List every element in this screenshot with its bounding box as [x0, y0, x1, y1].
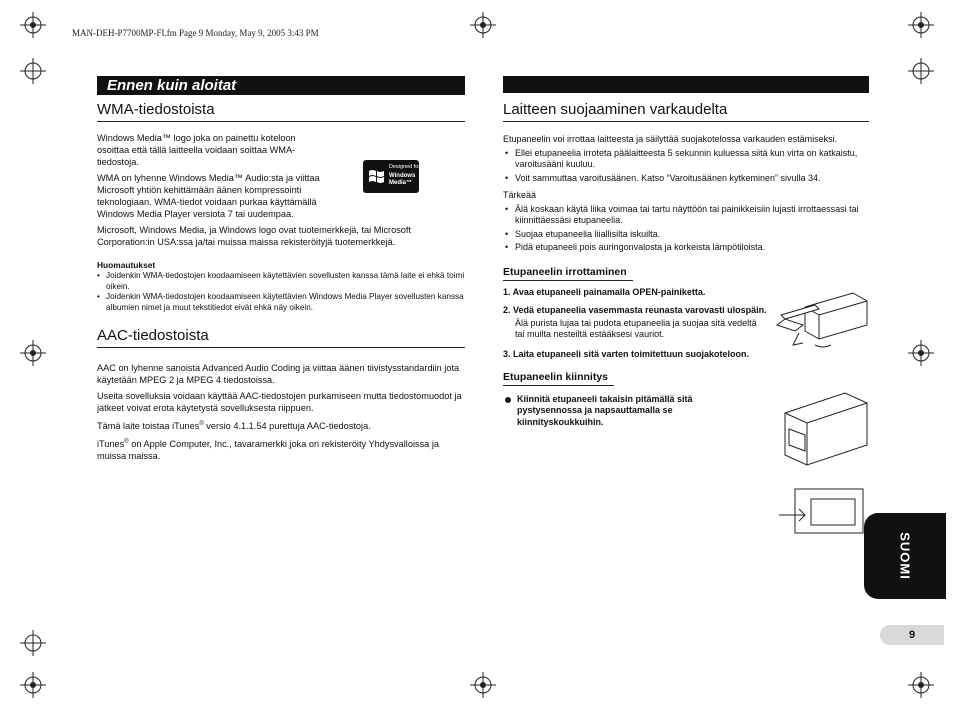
wma-paragraph-1: Windows Media™ logo joka on painettu koteloon osoittaa että tällä laitteella voidaan soittaa WMA-tiedostoja. [97, 133, 296, 167]
aac-heading: AAC-tiedostoista [97, 327, 465, 348]
registration-mark-icon [20, 672, 46, 698]
windows-media-logo [363, 160, 419, 193]
registration-mark-icon [20, 340, 46, 366]
registration-mark-icon [908, 12, 934, 38]
file-header-line: MAN-DEH-P7700MP-FI.fm Page 9 Monday, May 9, 2005 3:43 PM [72, 28, 319, 38]
language-label: SUOMI [897, 532, 913, 580]
list-item: • Ellei etupaneelia irroteta päälaitteesta 5 sekunnin kuluessa siitä kun virta on katkaistu, varoitusääni kuuluu. [503, 148, 869, 171]
logo-line-2: Windows [389, 173, 416, 179]
wma-paragraph-2: WMA on lyhenne Windows Media™ Audio:sta ja viittaa Microsoft yhtiön kehittämään äänen kompressointi teknologiaan. WMA-tiedot voidaan purkaa käyttämällä Windows Media Player versiota 7 tai uudempaa. [97, 173, 320, 219]
registration-mark-icon [908, 58, 934, 84]
notes-list [97, 271, 465, 313]
page-number: 9 [880, 625, 944, 645]
registration-mark-icon [20, 58, 46, 84]
important-title: Tärkeää [503, 190, 537, 200]
aac-paragraph-4: iTunes® on Apple Computer, Inc., tavaramerkki joka on rekisteröity Yhdysvalloissa ja muissa maissa. [97, 439, 439, 462]
logo-line-3: Media™ [389, 180, 413, 186]
list-item: • Älä koskaan käytä liika voimaa tai tartu näyttöön tai painikkeisiin lujasti irrottaessasi tai kiinnittäessäsi etupaneelia. [503, 204, 869, 227]
list-item: • Joidenkin WMA-tiedostojen koodaamiseen käytettävien sovellusten kanssa tämä laite ei ehkä toimi oikein. [97, 271, 465, 292]
wma-paragraph-3: Microsoft, Windows Media, ja Windows logo ovat tuotemerkkejä, tai Microsoft Corporation:in USA:ssa ja/tai muissa maissa rekisteröityjä tuotemerkkejä. [97, 225, 412, 247]
registration-mark-icon [470, 672, 496, 698]
logo-line-1: Designed for [389, 164, 421, 170]
registration-mark-icon [20, 12, 46, 38]
front-panel-illustration [775, 285, 869, 535]
language-side-tab [864, 513, 946, 599]
aac-paragraph-2: Useita sovelluksia voidaan käyttää AAC-tiedostojen purkamiseen mutta tiedostomuodot ja jatkeet voivat erota käytetystä sovelluksesta riippuen. [97, 391, 462, 413]
registration-mark-icon [908, 340, 934, 366]
section-title-bar: Ennen kuin aloitat [97, 76, 465, 95]
registration-mark-icon [908, 672, 934, 698]
remove-step-2: 2. Vedä etupaneelia vasemmasta reunasta varovasti ulospäin. [503, 304, 767, 315]
list-item: • Pidä etupaneeli pois auringonvalosta ja korkeista lämpötiloista. [503, 242, 869, 254]
registration-mark-icon [20, 630, 46, 656]
aac-paragraph-3: Tämä laite toistaa iTunes® versio 4.1.1.54 purettuja AAC-tiedostoja. [97, 421, 371, 432]
registration-mark-icon [470, 12, 496, 38]
list-item: Kiinnitä etupaneeli takaisin pitämällä sitä pystysennossa ja napsauttamalla se kiinnityskoukkuihin. [503, 394, 743, 429]
attach-heading: Etupaneelin kiinnitys [503, 371, 614, 386]
section-bar [503, 76, 869, 93]
important-bullets [503, 204, 869, 254]
windows-flag-icon [368, 168, 385, 185]
wma-intro-block [97, 132, 465, 220]
remove-step-3: 3. Laita etupaneeli sitä varten toimitettuun suojakoteloon. [503, 348, 750, 359]
list-item: • Joidenkin WMA-tiedostojen koodaamiseen käytettävien Windows Media Player sovellusten kanssa albumien nimet ja muut tekstitiedot eivät ehkä näy oikein. [97, 292, 465, 313]
remove-step-1: 1. Avaa etupaneeli painamalla OPEN-painiketta. [503, 286, 706, 297]
notes-title: Huomautukset [97, 260, 156, 270]
right-column [503, 76, 869, 428]
theft-bullets [503, 148, 869, 185]
list-item: • Voit sammuttaa varoitusäänen. Katso “Varoitusäänen kytkeminen” sivulla 34. [503, 173, 869, 185]
left-column [97, 76, 465, 462]
list-item: • Suojaa etupaneelia liiallisilta iskuilta. [503, 229, 869, 241]
theft-intro: Etupaneelin voi irrottaa laitteesta ja säilyttää suojakotelossa varkauden estämiseksi. [503, 134, 838, 144]
aac-paragraph-1: AAC on lyhenne sanoista Advanced Audio Coding ja viittaa äänen tiivistysstandardiin jota käytetään MPEG 2 ja MPEG 4 tiedostoissa. [97, 363, 460, 385]
wma-heading: WMA-tiedostoista [97, 101, 465, 122]
remove-step-2-body: Älä purista lujaa tai pudota etupaneelia ja suojaa sitä vedeltä tai muilta nesteiltä estääksesi vauriot. [515, 317, 757, 339]
theft-heading: Laitteen suojaaminen varkaudelta [503, 101, 869, 122]
remove-heading: Etupaneelin irrottaminen [503, 266, 633, 281]
